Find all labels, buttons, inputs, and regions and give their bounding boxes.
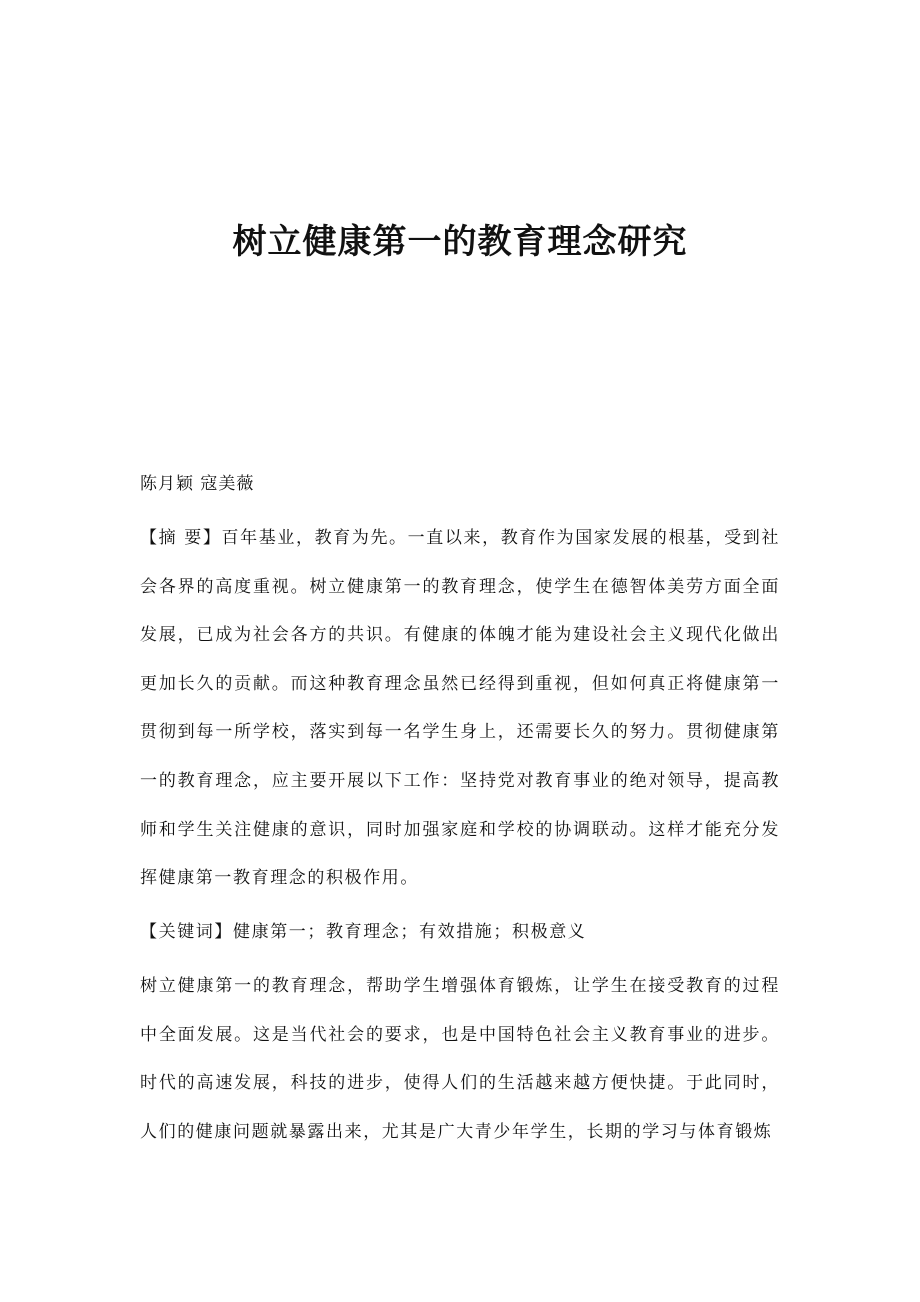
keywords-text: 健康第一；教育理念；有效措施；积极意义 bbox=[233, 922, 587, 942]
author-line: 陈月颖 寇美薇 bbox=[140, 474, 255, 494]
keywords-label: 【关键词】 bbox=[140, 922, 233, 942]
abstract-label: 【摘 要】 bbox=[140, 528, 222, 548]
abstract-text: 百年基业，教育为先。一直以来，教育作为国家发展的根基，受到社会各界的高度重视。树立健康第一的教育理念，使学生在德智体美劳方面全面发展，已成为社会各方的共识。有健康的体魄才能为建设社会主义现代化做出更加长久的贡献。而这种教育理念虽然已经得到重视，但如何真正将健康第一贯彻到每一所学校，落实到每一名学生身上，还需要长久的努力。贯彻健康第一的教育理念，应主要开展以下工作：坚持党对教育事业的绝对领导，提高教师和学生关注健康的意识，同时加强家庭和学校的协调联动。这样才能充分发挥健康第一教育理念的积极作用。 bbox=[140, 528, 781, 889]
abstract-paragraph bbox=[140, 514, 780, 903]
page-title: 树立健康第一的教育理念研究 bbox=[232, 222, 688, 262]
intro-paragraph: 树立健康第一的教育理念，帮助学生增强体育锻炼，让学生在接受教育的过程中全面发展。这是当代社会的要求，也是中国特色社会主义教育事业的进步。时代的高速发展，科技的进步，使得人们的生活越来越方便快捷。于此同时，人们的健康问题就暴露出来，尤其是广大青少年学生，长期的学习与体育锻炼 bbox=[140, 976, 780, 1142]
keywords-paragraph bbox=[140, 908, 780, 957]
